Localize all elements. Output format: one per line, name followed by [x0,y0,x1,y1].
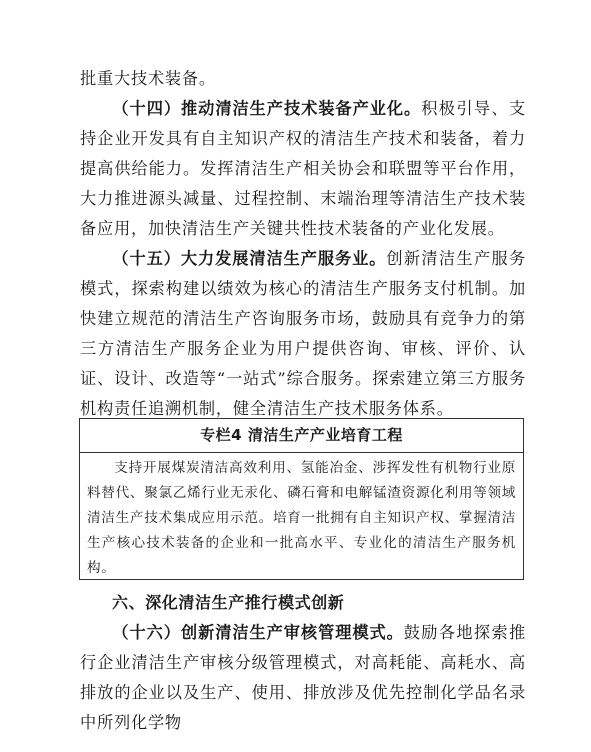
paragraph-continued: 批重大技术装备。 [80,69,216,88]
paragraph-14-body: 积极引导、支持企业开发具有自主知识产权的清洁生产技术和装备，着力提高供给能力。发挥清洁生产相关协会和联盟等平台作用，大力推进源头减量、过程控制、末端治理等清洁生产技术装备应用，加快清洁生产关键共性技术装备的产业化发展。 [80,99,526,238]
paragraph-16-title: （十六）创新清洁生产审核管理模式。 [112,623,404,642]
paragraph-16-body: 鼓励各地探索推行企业清洁生产审核分级管理模式，对高耗能、高耗水、高排放的企业以及生产、使用、排放涉及优先控制化学品名录中所列化学物 [80,623,526,732]
paragraph-14 [80,94,526,244]
box-title: 专栏4 清洁生产产业培育工程 [80,419,523,453]
paragraph-15-body: 创新清洁生产服务模式，探索构建以绩效为核心的清洁生产服务支付机制。加快建立规范的清洁生产咨询服务市场，鼓励具有竞争力的第三方清洁生产服务企业为用户提供咨询、审核、评价、认证、设计、改造等“一站式”综合服务。探索建立第三方服务机构责任追溯机制，健全清洁生产技术服务体系。 [80,249,526,418]
text-block-lower [80,618,526,738]
paragraph-15 [80,244,526,424]
paragraph-15-title: （十五）大力发展清洁生产服务业。 [112,249,387,268]
special-column-box [79,418,524,580]
text-block-upper [80,64,526,424]
paragraph-14-title: （十四）推动清洁生产技术装备产业化。 [112,99,422,118]
paragraph-16 [80,618,526,738]
section-heading: 六、深化清洁生产推行模式创新 [112,593,345,612]
box-body: 支持开展煤炭清洁高效利用、氢能冶金、涉挥发性有机物行业原料替代、聚氯乙烯行业无汞化、磷石膏和电解锰渣资源化利用等领域清洁生产技术集成应用示范。培育一批拥有自主知识产权、掌握清洁生产核心技术装备的企业和一批高水平、专业化的清洁生产服务机构。 [87,460,516,576]
